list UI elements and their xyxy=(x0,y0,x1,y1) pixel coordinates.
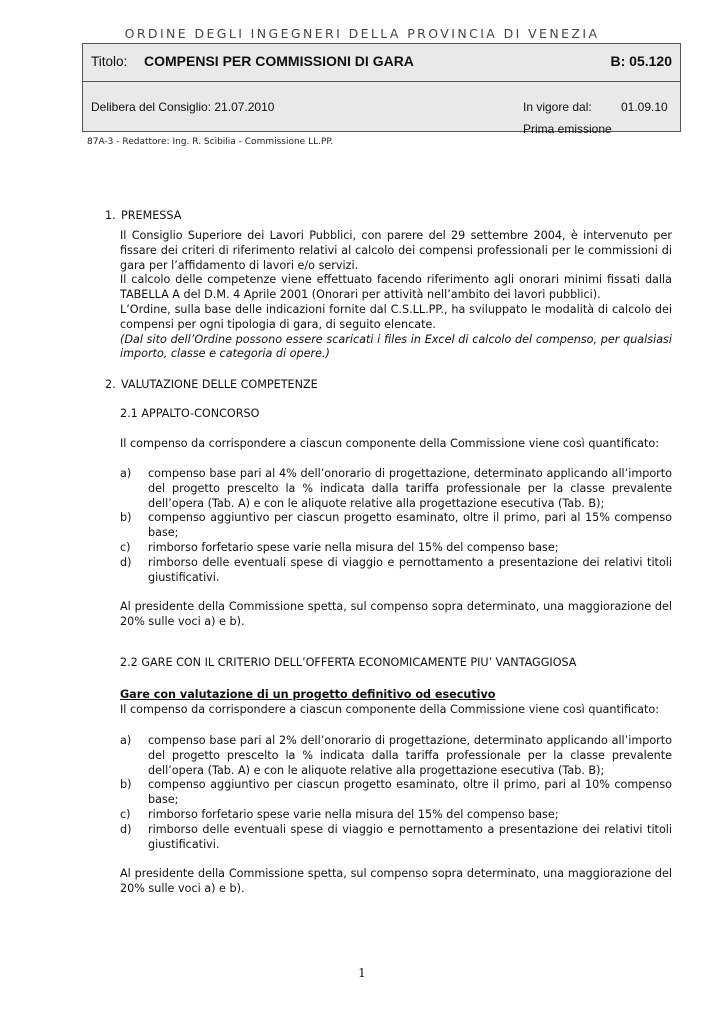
page-number: 1 xyxy=(358,966,366,980)
in-vigore-label: In vigore dal: xyxy=(523,100,592,114)
section1-paragraph-1: Il Consiglio Superiore dei Lavori Pubblici, con parere del 29 settembre 2004, è intervenuto per fissare dei criteri di riferimento relativi al calcolo dei compensi professionali per le commissioni di gara per l’affidamento di lavori e/o servizi. xyxy=(120,229,672,272)
list-item: d) rimborso delle eventuali spese di viaggio e pernottamento a presentazione dei relativi titoli giustificativi. xyxy=(120,822,672,851)
section1-body xyxy=(120,229,672,362)
section2-heading: VALUTAZIONE DELLE COMPETENZE xyxy=(121,378,318,391)
editor-line: 87A-3 - Redattore: Ing. R. Scibilia - Commissione LL.PP. xyxy=(87,137,334,147)
document-info-box xyxy=(82,43,681,136)
section1-paragraph-4: (Dal sito dell’Ordine possono essere scaricati i files in Excel di calcolo del compenso, per qualsiasi importo, classe e categoria di opere.) xyxy=(120,332,672,361)
delibera-date: Delibera del Consiglio: 21.07.2010 xyxy=(91,100,275,114)
subsection-2-1-heading: 2.1 APPALTO-CONCORSO xyxy=(120,407,260,420)
section1-paragraph-3: L’Ordine, sulla base delle indicazioni fornite dal C.S.LL.PP., ha sviluppato le modalità di calcolo dei compensi per ogni tipologia di gara, di seguito elencate. xyxy=(120,302,672,331)
document-title: COMPENSI PER COMMISSIONI DI GARA xyxy=(144,53,414,69)
subsection-2-1-outro: Al presidente della Commissione spetta, sul compenso sopra determinato, una maggiorazione del 20% sulle voci a) e b). xyxy=(120,600,672,628)
subsection-2-1-intro: Il compenso da corrispondere a ciascun componente della Commissione viene così quantificato: xyxy=(120,437,660,450)
list-item: c) rimborso forfetario spese varie nella misura del 15% del compenso base; xyxy=(120,540,559,554)
list-item: c) rimborso forfetario spese varie nella misura del 15% del compenso base; xyxy=(120,807,559,821)
list-item: d) rimborso delle eventuali spese di viaggio e pernottamento a presentazione dei relativi titoli giustificativi. xyxy=(120,555,672,584)
document-code: B: 05.120 xyxy=(610,53,672,69)
section1-paragraph-2: Il calcolo delle competenze viene effettuato facendo riferimento agli onorari minimi fissati dalla TABELLA A del D.M. 4 Aprile 2001 (Onorari per attività nell’ambito dei lavori pubblici). xyxy=(120,273,672,302)
list-item: b) compenso aggiuntivo per ciascun progetto esaminato, oltre il primo, pari al 15% compenso base; xyxy=(120,511,672,540)
subsection-2-1-list xyxy=(120,467,672,585)
in-vigore-date: 01.09.10 xyxy=(621,100,668,114)
organization-header: ORDINE DEGLI INGEGNERI DELLA PROVINCIA DI VENEZIA xyxy=(124,26,600,41)
section1-heading: PREMESSA xyxy=(121,209,182,222)
title-label: Titolo: xyxy=(91,54,128,69)
subsection-2-2-outro: Al presidente della Commissione spetta, sul compenso sopra determinato, una maggiorazione del 20% sulle voci a) e b). xyxy=(120,867,672,895)
subsection-2-2-list xyxy=(120,734,672,852)
emission-status: Prima emissione xyxy=(523,122,612,136)
subsection-2-2-subheading: Gare con valutazione di un progetto definitivo od esecutivo xyxy=(120,688,496,701)
section1-number: 1. xyxy=(105,209,116,222)
list-item: a) compenso base pari al 2% dell’onorario di progettazione, determinato applicando all’importo del progetto prescelto la % indicata dalla tariffa professionale per la classe prevalente dell’opera (Tab. A) e con le aliquote relative alla progettazione esecutiva (Tab. B); xyxy=(120,734,672,777)
list-item: b) compenso aggiuntivo per ciascun progetto esaminato, oltre il primo, pari al 10% compenso base; xyxy=(120,778,672,807)
title-row xyxy=(83,44,680,82)
subsection-2-2-intro: Il compenso da corrispondere a ciascun componente della Commissione viene così quantificato: xyxy=(120,703,660,716)
section2-number: 2. xyxy=(105,378,116,391)
subsection-2-2-heading: 2.2 GARE CON IL CRITERIO DELL’OFFERTA ECONOMICAMENTE PIU’ VANTAGGIOSA xyxy=(120,656,577,669)
list-item: a) compenso base pari al 4% dell’onorario di progettazione, determinato applicando all’importo del progetto prescelto la % indicata dalla tariffa professionale per la classe prevalente dell’opera (Tab. A) e con le aliquote relative alla progettazione esecutiva (Tab. B); xyxy=(120,467,672,510)
